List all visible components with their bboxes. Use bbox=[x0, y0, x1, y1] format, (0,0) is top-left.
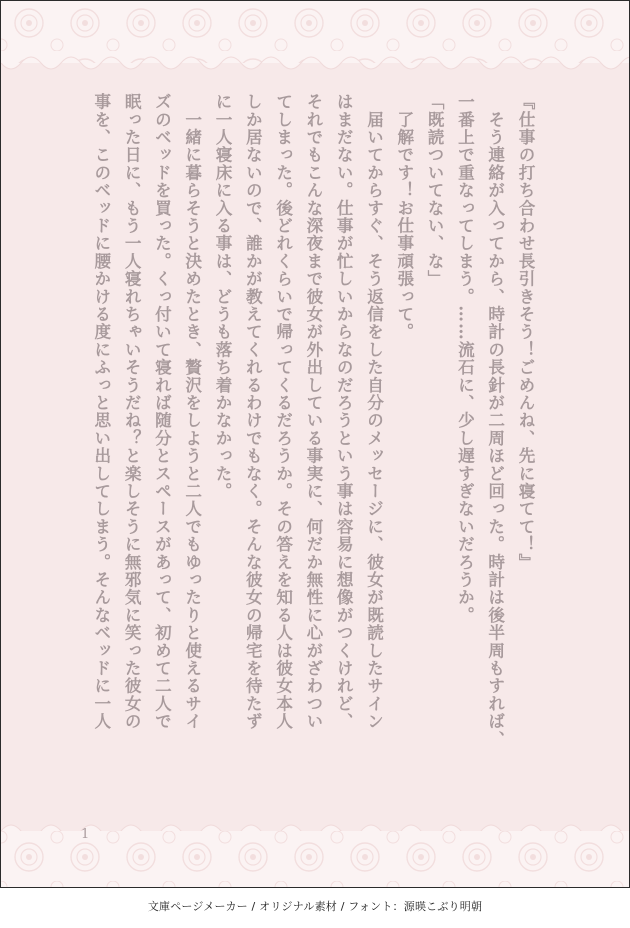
text-line: 届いてからすぐ、そう返信をした自分のメッセージに、彼女が既読したサイン bbox=[364, 93, 385, 731]
text-line: はまだない。仕事が忙しいからなのだろうという事は容易に想像がつくけれど、 bbox=[334, 93, 355, 731]
page-number: 1 bbox=[81, 827, 90, 842]
text-line: てしまった。後どれくらいで帰ってくるだろうか。その答えを知る人は彼女本人 bbox=[273, 93, 294, 731]
text-line: 「既読ついてない、な」 bbox=[425, 93, 446, 288]
text-line: ズのベッドを買った。くっ付いて寝れば随分とスペースがあって、初めて二人で bbox=[152, 93, 173, 731]
text-line: そう連絡が入ってから、時計の長針が二周ほど回った。時計は後半周もすれば、 bbox=[485, 93, 506, 748]
text-line: 一緒に暮らそうと決めたとき、贅沢をしようと二人でもゆったりと使えるサイ bbox=[182, 93, 203, 731]
text-line: 一番上で重なってしまう。……流石に、少し遅すぎないだろうか。 bbox=[455, 93, 476, 624]
text-line: に一人寝床に入る事は、どうも落ち着かなかった。 bbox=[213, 93, 234, 501]
vertical-body-text bbox=[71, 93, 541, 793]
text-line: 眠った日に、もう一人寝れちゃいそうだね？と楽しそうに無邪気に笑った彼女の bbox=[122, 93, 143, 731]
text-line: それでもこんな深夜まで彼女が外出している事実に、何だか無性に心がざわつい bbox=[303, 93, 324, 731]
text-line: 了解です！お仕事頑張って。 bbox=[394, 93, 415, 341]
lace-border-top bbox=[1, 1, 629, 81]
text-line: 『仕事の打ち合わせ長引きそう！ごめんね、先に寝てて！』 bbox=[516, 93, 536, 571]
text-line: 事を、このベッドに腰かける度にふっと思い出してしまう。そんなベッドに一人 bbox=[91, 93, 112, 731]
credit-footer: 文庫ページメーカー / オリジナル素材 / フォント：源暎こぶり明朝 bbox=[147, 900, 483, 913]
text-line: しか居ないので、誰かが教えてくれるわけでもなく。そんな彼女の帰宅を待たず bbox=[243, 93, 264, 731]
lace-border-bottom bbox=[1, 817, 629, 887]
